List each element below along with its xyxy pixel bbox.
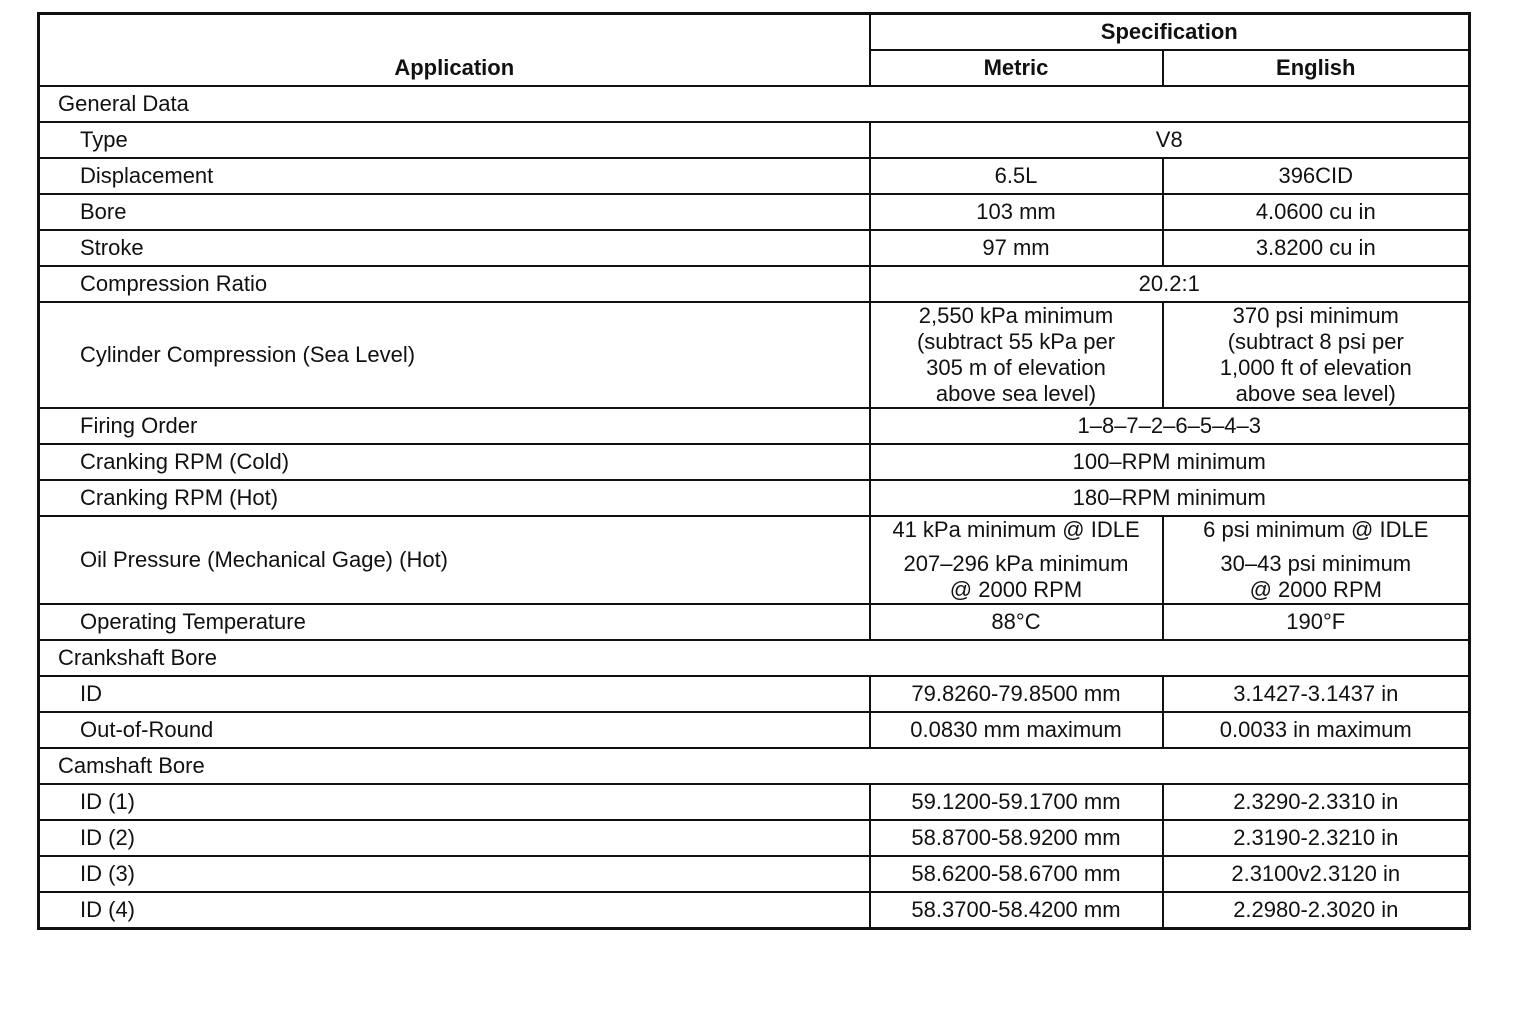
english-line: 6 psi minimum @ IDLE (1203, 517, 1429, 542)
metric-value: 6.5L (870, 158, 1163, 194)
metric-line: (subtract 55 kPa per (916, 329, 1116, 354)
metric-value: 103 mm (870, 194, 1163, 230)
english-line: 370 psi minimum (1232, 303, 1399, 328)
metric-value (870, 302, 1163, 408)
metric-line: 2,550 kPa minimum (918, 303, 1114, 328)
metric-value: 0.0830 mm maximum (870, 712, 1163, 748)
row-value: 1–8–7–2–6–5–4–3 (870, 408, 1470, 444)
metric-line: 41 kPa minimum @ IDLE (892, 517, 1140, 542)
english-line: (subtract 8 psi per (1227, 329, 1404, 354)
row-label: ID (4) (39, 892, 870, 929)
english-line: above sea level) (1235, 381, 1396, 406)
english-value: 4.0600 cu in (1163, 194, 1470, 230)
english-value: 396CID (1163, 158, 1470, 194)
row-value: V8 (870, 122, 1470, 158)
row-label: Displacement (39, 158, 870, 194)
english-value: 2.2980-2.3020 in (1163, 892, 1470, 929)
engine-specification-table (37, 12, 1471, 930)
english-value: 0.0033 in maximum (1163, 712, 1470, 748)
section-title-general: General Data (39, 86, 1470, 122)
row-label: Cranking RPM (Hot) (39, 480, 870, 516)
english-value (1163, 302, 1470, 408)
english-value: 2.3100v2.3120 in (1163, 856, 1470, 892)
english-line: 1,000 ft of elevation (1219, 355, 1412, 380)
section-title-crankshaft: Crankshaft Bore (39, 640, 1470, 676)
table-row-cranking-cold (39, 444, 1470, 480)
header-row-top (39, 14, 1470, 51)
table-row-compression-ratio (39, 266, 1470, 302)
table-row-crank-out-of-round (39, 712, 1470, 748)
application-header: Application (39, 14, 870, 87)
metric-value: 58.8700-58.9200 mm (870, 820, 1163, 856)
table-row-cranking-hot (39, 480, 1470, 516)
english-value: 2.3290-2.3310 in (1163, 784, 1470, 820)
row-label: ID (2) (39, 820, 870, 856)
table-row-cam-id-3 (39, 856, 1470, 892)
table-row-crank-id (39, 676, 1470, 712)
row-label: Firing Order (39, 408, 870, 444)
row-label: Cylinder Compression (Sea Level) (39, 302, 870, 408)
row-value: 180–RPM minimum (870, 480, 1470, 516)
row-label: ID (1) (39, 784, 870, 820)
table-row-cam-id-1 (39, 784, 1470, 820)
table-row-oil-pressure (39, 516, 1470, 604)
section-row-general (39, 86, 1470, 122)
table-row-bore (39, 194, 1470, 230)
row-label: Stroke (39, 230, 870, 266)
row-label: ID (39, 676, 870, 712)
table-row-displacement (39, 158, 1470, 194)
table-row-cam-id-4 (39, 892, 1470, 929)
metric-value: 97 mm (870, 230, 1163, 266)
row-label: ID (3) (39, 856, 870, 892)
row-label: Type (39, 122, 870, 158)
metric-value: 79.8260-79.8500 mm (870, 676, 1163, 712)
table-row-type (39, 122, 1470, 158)
table-row-cam-id-2 (39, 820, 1470, 856)
row-label: Cranking RPM (Cold) (39, 444, 870, 480)
english-line: @ 2000 RPM (1249, 577, 1382, 602)
metric-value: 58.3700-58.4200 mm (870, 892, 1163, 929)
row-label: Out-of-Round (39, 712, 870, 748)
row-label: Compression Ratio (39, 266, 870, 302)
english-header: English (1163, 50, 1470, 86)
section-row-camshaft (39, 748, 1470, 784)
row-label: Bore (39, 194, 870, 230)
metric-value: 88°C (870, 604, 1163, 640)
metric-value: 59.1200-59.1700 mm (870, 784, 1163, 820)
metric-line: @ 2000 RPM (949, 577, 1083, 602)
metric-line: above sea level) (935, 381, 1097, 406)
row-label: Operating Temperature (39, 604, 870, 640)
english-line: 30–43 psi minimum (1220, 551, 1412, 576)
row-value: 20.2:1 (870, 266, 1470, 302)
metric-value: 58.6200-58.6700 mm (870, 856, 1163, 892)
table-row-firing-order (39, 408, 1470, 444)
metric-line: 207–296 kPa minimum (903, 551, 1129, 576)
english-value: 190°F (1163, 604, 1470, 640)
table-row-stroke (39, 230, 1470, 266)
metric-value (870, 516, 1163, 604)
specification-header: Specification (870, 14, 1470, 51)
metric-line: 305 m of elevation (926, 355, 1106, 380)
english-value: 3.8200 cu in (1163, 230, 1470, 266)
english-value: 2.3190-2.3210 in (1163, 820, 1470, 856)
table-row-operating-temperature (39, 604, 1470, 640)
section-row-crankshaft (39, 640, 1470, 676)
row-value: 100–RPM minimum (870, 444, 1470, 480)
english-value (1163, 516, 1470, 604)
section-title-camshaft: Camshaft Bore (39, 748, 1470, 784)
table-row-cylinder-compression (39, 302, 1470, 408)
english-value: 3.1427-3.1437 in (1163, 676, 1470, 712)
metric-header: Metric (870, 50, 1163, 86)
row-label: Oil Pressure (Mechanical Gage) (Hot) (39, 516, 870, 604)
